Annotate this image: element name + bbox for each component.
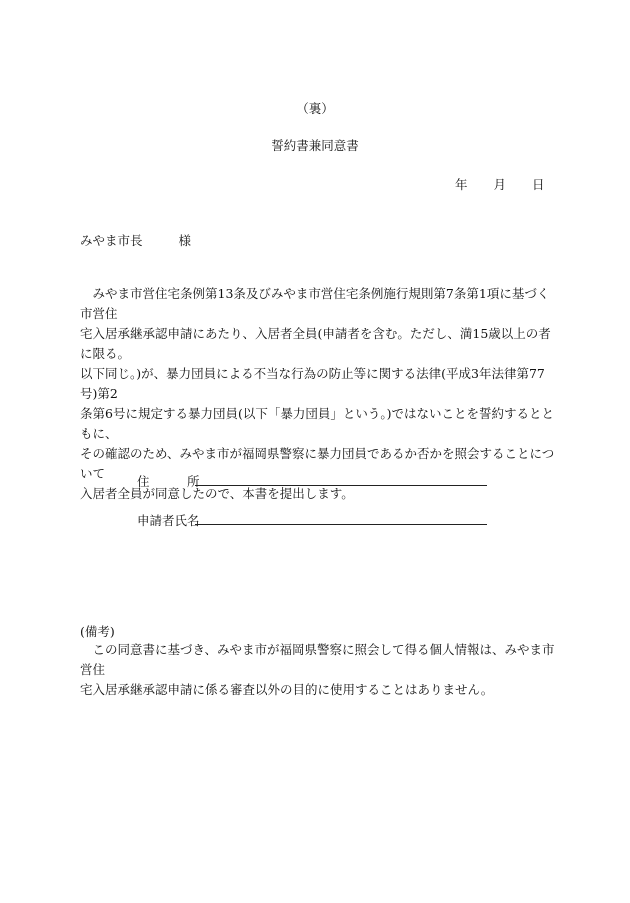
body-line: 以下同じ。)が、暴力団員による不当な行為の防止等に関する法律(平成3年法律第77号)第2 [80,366,545,401]
back-side-label: （裏） [296,101,334,116]
date-day: 日 [532,177,545,192]
date-month: 月 [493,177,507,192]
body-line: 入居者全員が同意したので、本書を提出します。 [80,486,354,501]
date-line [455,175,545,193]
pledge-body [80,284,555,504]
body-line: その確認のため、みやま市が福岡県警察に暴力団員であるか否かを照会することについて [80,446,555,481]
remarks-heading: (備考) [80,624,115,639]
addressee-honorific: 様 [178,233,192,248]
applicant-name-label: 申請者氏名 [137,513,200,528]
applicant-name-field [137,511,487,529]
body-line: 宅入居承継承認申請にあたり、入居者全員(申請者を含む。ただし、満15歳以上の者に限る。 [80,326,551,361]
addressee-name: みやま市長 [80,233,143,248]
addressee [80,231,191,249]
remarks-line: 宅入居承継承認申請に係る審査以外の目的に使用することはありません。 [80,682,494,697]
remarks-body [80,640,555,700]
body-line: 条第6号に規定する暴力団員(以下「暴力団員」という。)ではないことを誓約するとともに、 [80,406,554,441]
address-field [137,472,487,490]
applicant-name-input-line[interactable] [195,512,487,525]
address-input-line[interactable] [195,473,487,486]
remarks-line: この同意書に基づき、みやま市が福岡県警察に照会して得る個人情報は、みやま市営住 [80,642,555,677]
body-line: みやま市営住宅条例第13条及びみやま市営住宅条例施行規則第7条第1項に基づく市営住 [80,286,550,321]
address-label: 住 所 [137,474,200,489]
date-year: 年 [455,177,468,192]
document-title: 誓約書兼同意書 [271,138,359,153]
